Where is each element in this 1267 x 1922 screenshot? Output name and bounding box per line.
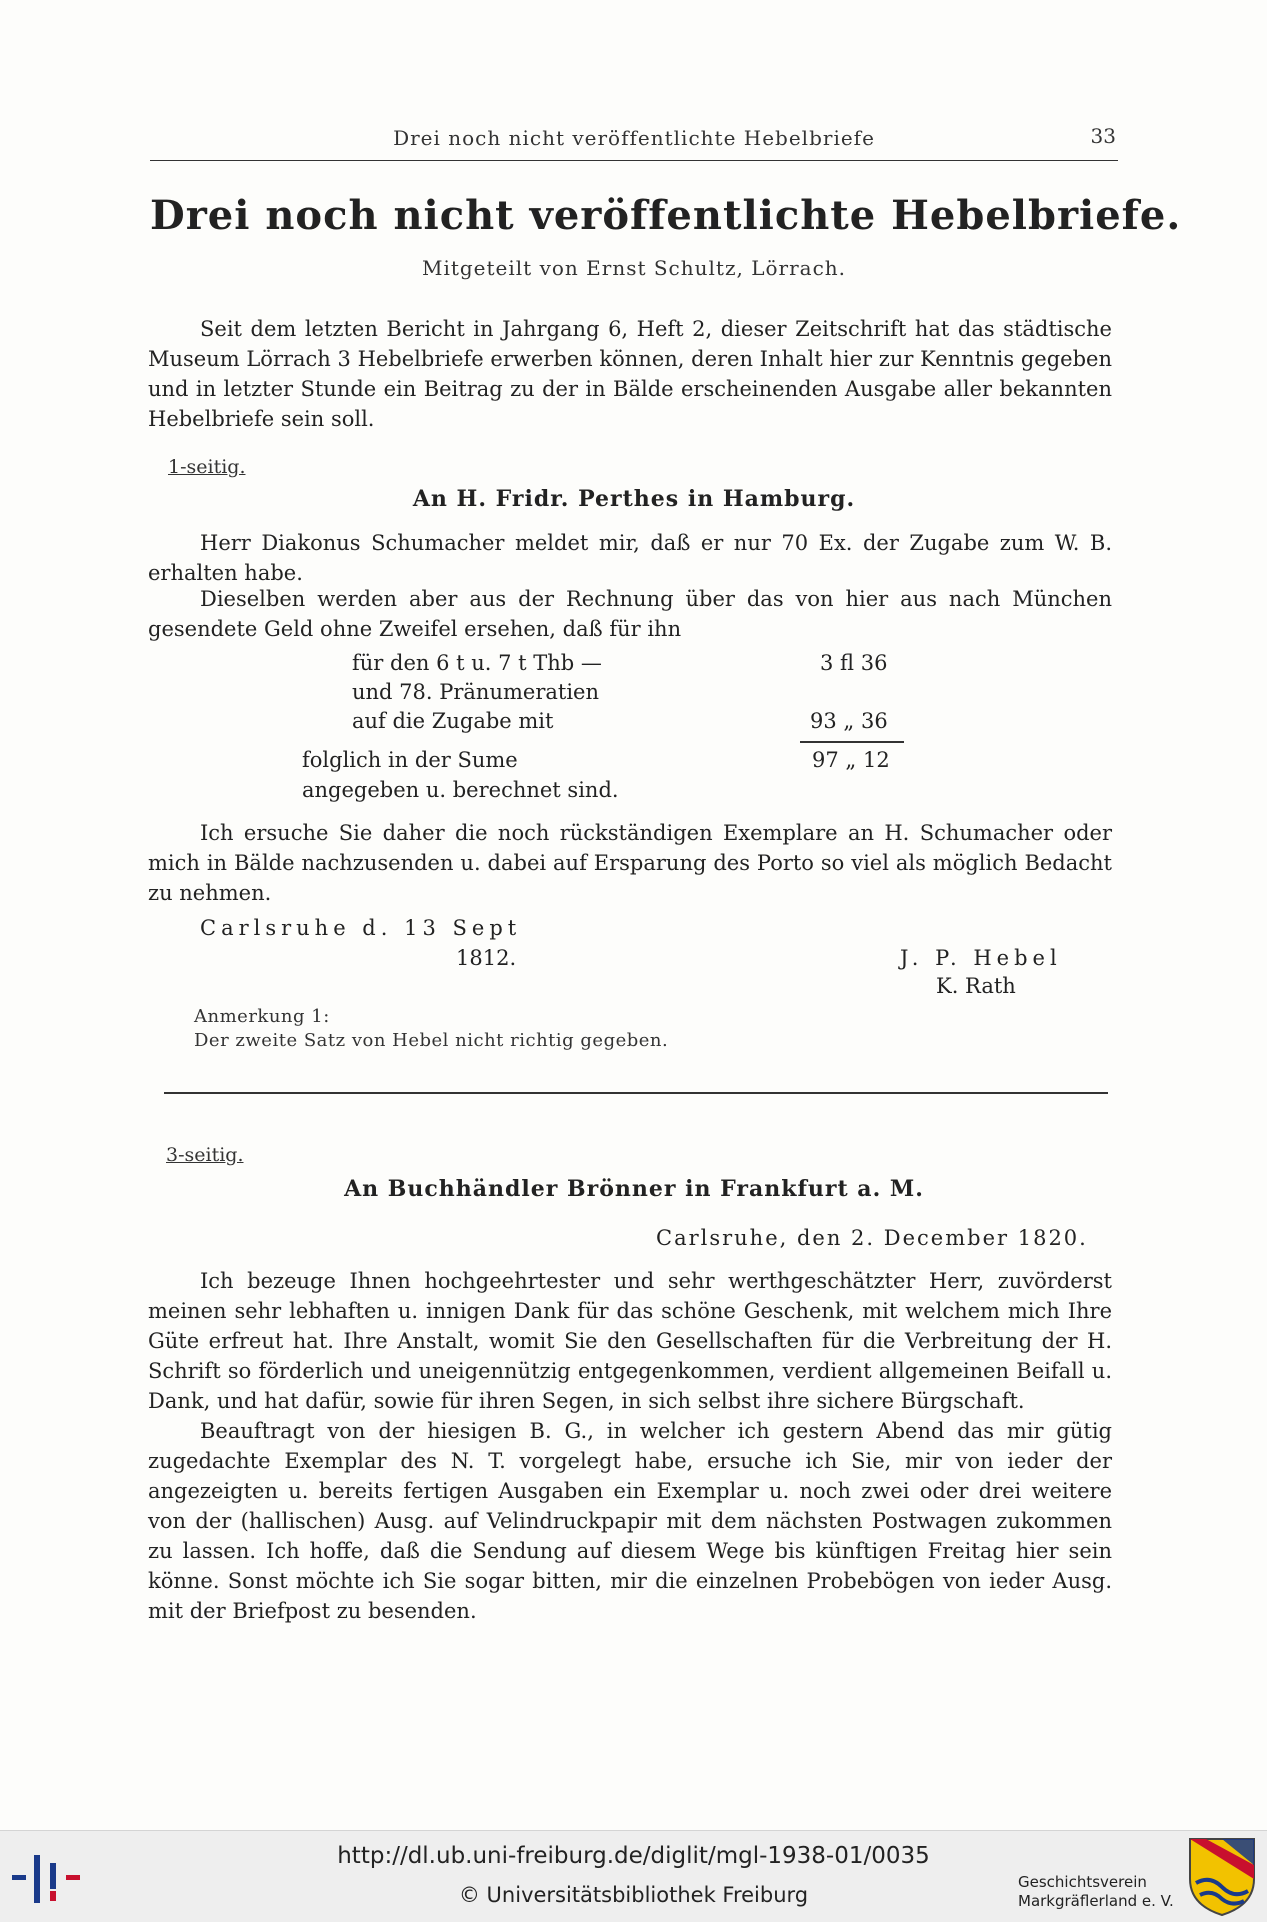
- article-byline: Mitgeteilt von Ernst Schultz, Lörrach.: [421, 256, 847, 280]
- calc-line-4-value: 97 „ 12: [812, 748, 890, 772]
- letter1-signature-name: J. P. Hebel: [900, 946, 1062, 970]
- footer-bar: [0, 1830, 1267, 1922]
- footer-organization: [1018, 1873, 1174, 1911]
- calc-line-1-text: für den 6 t u. 7 t Thb —: [352, 651, 602, 675]
- letter1-note-text: Der zweite Satz von Hebel nicht richtig gegeben.: [194, 1030, 669, 1051]
- coat-of-arms-icon: [1186, 1835, 1258, 1917]
- footer-org-line-1: Geschichtsverein: [1018, 1873, 1147, 1891]
- letter2-heading: An Buchhändler Brönner in Frankfurt a. M.: [344, 1176, 924, 1202]
- section-divider: [164, 1092, 1108, 1094]
- letter2-paragraph-1: Ich bezeuge Ihnen hochgeehrtester und sehr werthgeschätzter Herr, zuvörderst meinen sehr lebhaften u. innigen Dank für das schöne Geschenk, mit welchem mich Ihre Güte erfreut hat. Ihre Anstalt, womit Sie den Gesellschaften für die Verbreitung der H. Schrift so förderlich und uneigennützig entgegenkommen, verdient allgemeinen Beifall u. Dank, und hat dafür, sowie für ihren Segen, in sich selbst ihre sichere Bürgschaft.: [148, 1269, 1112, 1413]
- letter1-paragraph-3: Ich ersuche Sie daher die noch rückständigen Exemplare an H. Schumacher oder mich in Bälde nachzusenden u. dabei auf Ersparung des Porto so viel als möglich Bedacht zu nehmen.: [148, 821, 1112, 905]
- letter1-place-date: Carlsruhe d. 13 Sept: [200, 916, 522, 940]
- article-title: Drei noch nicht veröffentlichte Hebelbriefe.: [150, 192, 1182, 239]
- calc-line-4-text: folglich in der Sume: [302, 748, 518, 772]
- calc-line-2-text: und 78. Pränumeratien: [352, 680, 599, 704]
- letter1-signature-title: K. Rath: [936, 974, 1016, 998]
- running-head: [150, 122, 1118, 161]
- calc-line-3-value: 93 „ 36: [810, 709, 888, 733]
- letter1-note-label: Anmerkung 1:: [194, 1006, 330, 1027]
- running-head-title: Drei noch nicht veröffentlichte Hebelbriefe: [393, 126, 875, 150]
- footer-copyright: © Universitätsbibliothek Freiburg: [458, 1883, 809, 1907]
- calc-line-3-text: auf die Zugabe mit: [352, 709, 554, 733]
- letter1-page-label: 1-seitig.: [168, 456, 246, 478]
- letter2-page-label: 3-seitig.: [166, 1144, 244, 1166]
- intro-paragraph: Seit dem letzten Bericht in Jahrgang 6, Heft 2, dieser Zeitschrift hat das städtische Museum Lörrach 3 Hebelbriefe erwerben können, deren Inhalt hier zur Kenntnis gegeben und in letzter Stunde ein Beitrag zu der in Bälde erscheinenden Ausgabe aller bekannten Hebelbriefe sein soll.: [148, 317, 1112, 431]
- letter1-year: 1812.: [456, 946, 517, 970]
- footer-url[interactable]: http://dl.ub.uni-freiburg.de/diglit/mgl-1938-01/0035: [337, 1843, 930, 1869]
- letter2-place-date: Carlsruhe, den 2. December 1820.: [656, 1226, 1088, 1250]
- sum-rule: [800, 741, 904, 743]
- letter1-paragraph-2: Dieselben werden aber aus der Rechnung über das von hier aus nach München gesendete Geld ohne Zweifel ersehen, daß für ihn: [148, 587, 1112, 641]
- letter1-paragraph-1: Herr Diakonus Schumacher meldet mir, daß er nur 70 Ex. der Zugabe zum W. B. erhalten habe.: [148, 531, 1112, 585]
- calc-line-1-value: 3 fl 36: [820, 651, 888, 675]
- page-number: 33: [1090, 124, 1116, 148]
- footer-org-line-2: Markgräflerland e. V.: [1018, 1892, 1174, 1910]
- letter1-heading: An H. Fridr. Perthes in Hamburg.: [412, 486, 856, 512]
- calc-line-5-text: angegeben u. berechnet sind.: [302, 778, 619, 802]
- letter2-paragraph-2: Beauftragt von der hiesigen B. G., in welcher ich gestern Abend das mir gütig zugedachte Exemplar des N. T. vorgelegt habe, ersuche ich Sie, mir von ieder der angezeigten u. bereits fertigen Ausgaben ein Exemplar u. noch zwei oder drei weitere von der (hallischen) Ausg. auf Velindruckpapir mit dem nächsten Postwagen zukommen zu lassen. Ich hoffe, daß die Sendung auf diesem Wege bis künftigen Freitag hier sein könne. Sonst möchte ich Sie sogar bitten, mir die einzelnen Probebögen von ieder Ausg. mit der Briefpost zu besenden.: [148, 1419, 1112, 1623]
